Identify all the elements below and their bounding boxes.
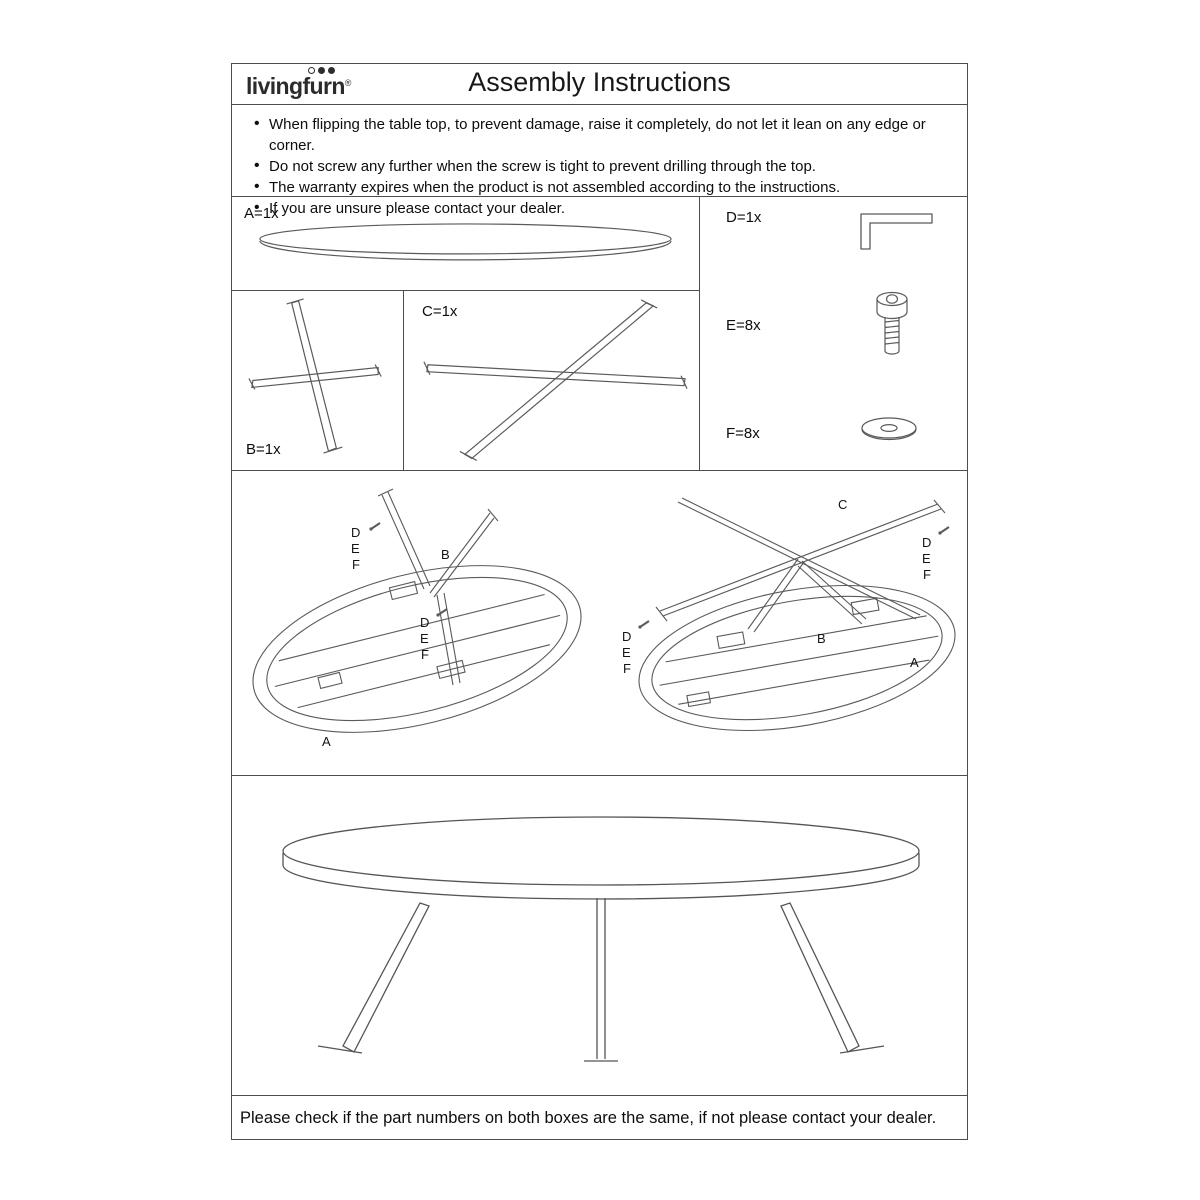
label-f: F [923,567,931,582]
footer-note [232,1095,967,1140]
label-d: D [351,525,361,540]
part-d-label: D=1x [726,209,762,226]
label-c: C [838,497,848,512]
warning-item [254,177,955,198]
label-d: D [420,615,430,630]
label-e: E [420,631,429,646]
warning-item [254,114,955,156]
label-d: D [622,629,632,644]
part-a-box [232,197,700,291]
label-e: E [351,541,360,556]
registered-mark: ® [344,78,351,88]
bolt-icon [872,289,912,361]
assembly-steps-drawing [232,471,967,775]
part-c-label: C=1x [422,303,458,320]
hex-key-icon [852,205,942,257]
label-e: E [922,551,931,566]
leg-b-part-icon [232,291,403,468]
part-b-box [232,291,404,470]
label-b: B [817,631,826,646]
warning-text: If you are unsure please contact your dealer. [269,200,566,217]
assembled-table-section [232,775,967,1095]
document-frame [231,63,968,1140]
label-f: F [421,647,429,662]
label-e: E [622,645,631,660]
part-b-label: B=1x [246,441,281,458]
warning-text: The warranty expires when the product is not assembled according to the instructions. [269,179,841,196]
label-d: D [922,535,932,550]
label-f: F [352,557,360,572]
document-header [232,64,967,105]
step-2-diagram [628,498,967,753]
step-1-diagram [236,489,598,762]
part-c-box [404,291,700,470]
cross-frame-c-part-icon [404,291,699,468]
assembly-steps-section [232,470,967,775]
table-top-part-icon [232,197,699,290]
footer-text: Please check if the part numbers on both boxes are the same, if not please contact your dealer. [240,1108,937,1127]
washer-icon [858,415,920,447]
parts-section [232,196,967,470]
warning-text: When flipping the table top, to prevent damage, raise it completely, do not let it lean on any edge or corner. [269,116,926,154]
part-e-label: E=8x [726,317,761,334]
label-a: A [322,734,331,749]
label-a: A [910,655,919,670]
logo-text: livingfurn [246,73,345,99]
label-b: B [441,547,450,562]
warning-item [254,156,955,177]
warning-text: Do not screw any further when the screw is tight to prevent drilling through the top. [269,158,816,175]
page-title: Assembly Instructions [468,67,731,97]
hardware-box [700,197,967,470]
part-f-label: F=8x [726,425,760,442]
assembled-table-drawing [232,776,967,1094]
part-a-label: A=1x [244,205,279,222]
label-f: F [623,661,631,676]
